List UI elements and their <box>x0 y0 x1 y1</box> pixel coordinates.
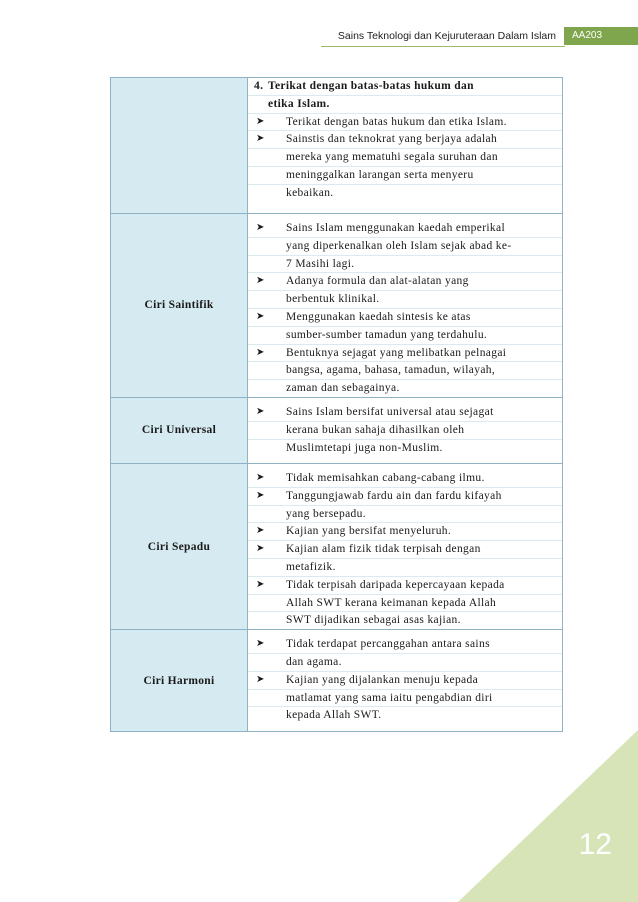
list-item: Muslimtetapi juga non-Muslim. <box>286 441 443 454</box>
arrow-bullet-icon: ➤ <box>256 275 265 287</box>
arrow-bullet-icon: ➤ <box>256 405 265 417</box>
arrow-bullet-icon: ➤ <box>256 222 265 233</box>
row-label: Ciri Universal <box>111 397 248 463</box>
heading-number: 4. <box>254 80 264 92</box>
list-item: kebaikan. <box>286 186 334 199</box>
list-item: ➤ Kajian alam fizik tidak terpisah dengan <box>248 541 562 559</box>
arrow-bullet-icon: ➤ <box>256 525 265 537</box>
row-label: Ciri Harmoni <box>111 630 248 732</box>
table-row <box>111 214 563 398</box>
arrow-bullet-icon: ➤ <box>256 115 265 127</box>
list-heading: etika Islam. <box>248 96 562 114</box>
row-content <box>248 78 563 214</box>
list-item: ➤ Sains Islam menggunakan kaedah emperikal <box>248 220 562 238</box>
row-label <box>111 78 248 214</box>
course-code-badge: AA203 <box>564 27 638 45</box>
list-item: mereka yang mematuhi segala suruhan dan <box>248 149 562 167</box>
list-item: ➤ Tidak memisahkan cabang-cabang ilmu. <box>248 470 562 488</box>
list-item: ➤ Kajian yang dijalankan menuju kepada <box>248 672 562 690</box>
arrow-bullet-icon: ➤ <box>256 673 265 685</box>
row-label: Ciri Sepadu <box>111 463 248 629</box>
list-item: yang bersepadu. <box>248 506 562 524</box>
list-item: bangsa, agama, bahasa, tamadun, wilayah, <box>248 362 562 380</box>
arrow-bullet-icon: ➤ <box>256 543 265 555</box>
arrow-bullet-icon: ➤ <box>256 578 265 590</box>
list-item: ➤ Sains Islam bersifat universal atau sejagat <box>248 404 562 422</box>
arrow-bullet-icon: ➤ <box>256 133 265 145</box>
list-item: meninggalkan larangan serta menyeru <box>248 167 562 185</box>
arrow-bullet-icon: ➤ <box>256 310 265 322</box>
header-divider <box>321 46 565 47</box>
arrow-bullet-icon: ➤ <box>256 489 265 501</box>
arrow-bullet-icon: ➤ <box>256 471 265 483</box>
list-item: ➤ Sainstis dan teknokrat yang berjaya adalah <box>248 131 562 149</box>
row-content <box>248 397 563 463</box>
list-item: ➤ Kajian yang bersifat menyeluruh. <box>248 523 562 541</box>
list-item: dan agama. <box>248 654 562 672</box>
list-item: ➤ Bentuknya sejagat yang melibatkan pelnagai <box>248 345 562 363</box>
arrow-bullet-icon: ➤ <box>256 346 265 358</box>
arrow-bullet-icon: ➤ <box>256 638 265 650</box>
row-content <box>248 214 563 398</box>
list-item: kerana bukan sahaja dihasilkan oleh <box>248 422 562 440</box>
list-item: matlamat yang sama iaitu pengabdian diri <box>248 690 562 708</box>
corner-decoration <box>458 730 638 902</box>
list-item: ➤ Menggunakan kaedah sintesis ke atas <box>248 309 562 327</box>
row-content <box>248 463 563 629</box>
list-item: 7 Masihi lagi. <box>248 256 562 274</box>
list-item: Allah SWT kerana keimanan kepada Allah <box>248 595 562 613</box>
list-item: kepada Allah SWT. <box>286 709 382 722</box>
list-item: berbentuk klinikal. <box>248 291 562 309</box>
list-item: yang diperkenalkan oleh Islam sejak abad ke- <box>248 238 562 256</box>
list-item: zaman dan sebagainya. <box>286 382 400 395</box>
table-row <box>111 78 563 214</box>
list-item: ➤ Adanya formula dan alat-alatan yang <box>248 273 562 291</box>
list-item: ➤ Tidak terdapat percanggahan antara sains <box>248 636 562 654</box>
page-number: 12 <box>578 828 612 861</box>
page-header <box>0 0 638 50</box>
table-row <box>111 630 563 732</box>
table-row <box>111 397 563 463</box>
row-content <box>248 630 563 732</box>
list-heading: 4. Terikat dengan batas-batas hukum dan <box>248 78 562 96</box>
list-item: ➤ Terikat dengan batas hukum dan etika Islam. <box>248 114 562 132</box>
list-item: sumber-sumber tamadun yang terdahulu. <box>248 327 562 345</box>
table-row <box>111 463 563 629</box>
list-item: metafizik. <box>248 559 562 577</box>
row-label: Ciri Saintifik <box>111 214 248 398</box>
characteristics-table <box>110 77 563 732</box>
list-item: ➤ Tanggungjawab fardu ain dan fardu kifayah <box>248 488 562 506</box>
document-title: Sains Teknologi dan Kejuruteraan Dalam Islam <box>337 30 556 42</box>
list-item: SWT dijadikan sebagai asas kajian. <box>286 614 461 627</box>
list-item: ➤ Tidak terpisah daripada kepercayaan kepada <box>248 577 562 595</box>
